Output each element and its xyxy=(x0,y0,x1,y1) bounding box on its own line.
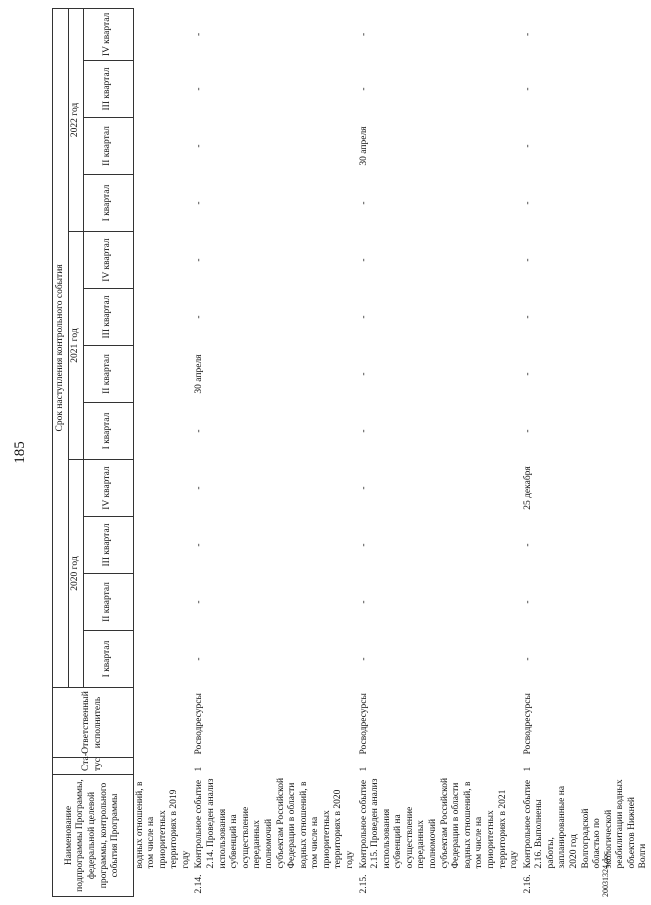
quarter-cell xyxy=(133,346,193,403)
quarter-cell: - xyxy=(358,258,369,262)
quarter-cell: - xyxy=(522,32,533,36)
header-year-2020: 2020 год xyxy=(69,460,84,688)
row-number: 2.15. xyxy=(358,874,369,894)
quarter-cell: - xyxy=(194,657,205,661)
event-status xyxy=(133,758,193,775)
row-number: 2.16. xyxy=(522,874,533,894)
quarter-cell: - xyxy=(194,87,205,91)
header-quarter: III квартал xyxy=(83,517,133,574)
quarter-cell: - xyxy=(358,657,369,661)
event-name: водных отношений, в том числе на приоритетных территориях в 2019 году xyxy=(134,781,191,869)
quarter-cell: - xyxy=(522,315,533,319)
header-quarter: I квартал xyxy=(83,631,133,688)
quarter-cell: - xyxy=(522,543,533,547)
header-year-2021: 2021 год xyxy=(69,232,84,460)
header-quarter: II квартал xyxy=(83,118,133,175)
event-name: Контрольное событие 2.16. Выполнены работы, запланированные на 2020 год Волгоградской областью по экологической реабилитации водных объектов Нижней Волги xyxy=(522,779,649,869)
quarter-cell: - xyxy=(194,486,205,490)
header-quarter: IV квартал xyxy=(83,232,133,289)
quarter-cell: - xyxy=(522,144,533,148)
header-quarter: III квартал xyxy=(83,61,133,118)
event-responsible: Росводресурсы xyxy=(522,693,533,755)
quarter-cell: 30 апреля xyxy=(194,354,205,394)
quarter-cell xyxy=(133,61,193,118)
quarter-cell: - xyxy=(194,144,205,148)
header-quarter: I квартал xyxy=(83,175,133,232)
table-body xyxy=(133,8,651,896)
header-quarter: IV квартал xyxy=(83,8,133,60)
header-timing: Срок наступления контрольного события xyxy=(53,8,69,687)
event-name: Контрольное событие 2.14. Проведен анализ использования субвенций на осуществление переданных полномочий субъектам Российской Федерации в области водных отношений, в том числе на приоритетных территориях в 2020 году xyxy=(194,777,355,869)
quarter-cell: - xyxy=(522,87,533,91)
table-row xyxy=(358,8,522,896)
quarter-cell: - xyxy=(194,258,205,262)
quarter-cell: - xyxy=(194,32,205,36)
quarter-cell xyxy=(133,175,193,232)
quarter-cell: 30 апреля xyxy=(358,126,369,166)
quarter-cell: - xyxy=(358,543,369,547)
header-quarter: II квартал xyxy=(83,574,133,631)
quarter-cell xyxy=(133,460,193,517)
quarter-cell: - xyxy=(194,315,205,319)
quarter-cell: - xyxy=(358,600,369,604)
quarter-cell: - xyxy=(522,201,533,205)
header-name: Наименование подпрограммы Программы, федеральной целевой программы, контрольного события Программы xyxy=(53,775,134,897)
row-number xyxy=(133,872,193,897)
header-responsible: Ответственный исполнитель xyxy=(53,688,134,758)
quarter-cell: - xyxy=(194,543,205,547)
quarter-cell: - xyxy=(522,258,533,262)
quarter-cell: 25 декабря xyxy=(522,466,533,510)
table-row xyxy=(522,8,651,896)
event-responsible: Росводресурсы xyxy=(194,693,205,755)
header-quarter: II квартал xyxy=(83,346,133,403)
table-row xyxy=(133,8,193,896)
quarter-cell: - xyxy=(194,201,205,205)
row-number: 2.14. xyxy=(194,874,205,894)
quarter-cell xyxy=(133,403,193,460)
quarter-cell: - xyxy=(358,315,369,319)
quarter-cell: - xyxy=(522,600,533,604)
header-status: Ста-тус xyxy=(53,758,134,775)
event-status: 1 xyxy=(522,766,533,772)
table-row xyxy=(193,8,357,896)
quarter-cell xyxy=(133,574,193,631)
quarter-cell: - xyxy=(358,87,369,91)
quarter-cell: - xyxy=(522,657,533,661)
event-status: 1 xyxy=(358,766,369,772)
header-quarter: IV квартал xyxy=(83,460,133,517)
quarter-cell: - xyxy=(522,429,533,433)
footer-filename: 20031324.doc xyxy=(601,851,610,897)
control-events-table xyxy=(52,8,651,897)
event-name: Контрольное событие 2.15. Проведен анализ использования субвенций на осуществление переданных полномочий субъектам Российской Федерации в области водных отношений, в том числе на приоритетных территориях в 2021 году xyxy=(358,777,520,869)
header-year-2022: 2022 год xyxy=(69,8,84,231)
quarter-cell xyxy=(133,631,193,688)
quarter-cell: - xyxy=(358,429,369,433)
page-number: 185 xyxy=(12,441,28,464)
quarter-cell xyxy=(133,8,193,60)
header-quarter: I квартал xyxy=(83,403,133,460)
quarter-cell: - xyxy=(358,486,369,490)
quarter-cell: - xyxy=(522,372,533,376)
quarter-cell: - xyxy=(358,372,369,376)
quarter-cell xyxy=(133,232,193,289)
quarter-cell: - xyxy=(358,201,369,205)
event-status: 1 xyxy=(194,766,205,772)
quarter-cell xyxy=(133,289,193,346)
header-quarter: III квартал xyxy=(83,289,133,346)
quarter-cell: - xyxy=(194,600,205,604)
quarter-cell xyxy=(133,517,193,574)
event-responsible xyxy=(133,688,193,758)
quarter-cell xyxy=(133,118,193,175)
quarter-cell: - xyxy=(358,32,369,36)
event-responsible: Росводресурсы xyxy=(358,693,369,755)
quarter-cell: - xyxy=(194,429,205,433)
